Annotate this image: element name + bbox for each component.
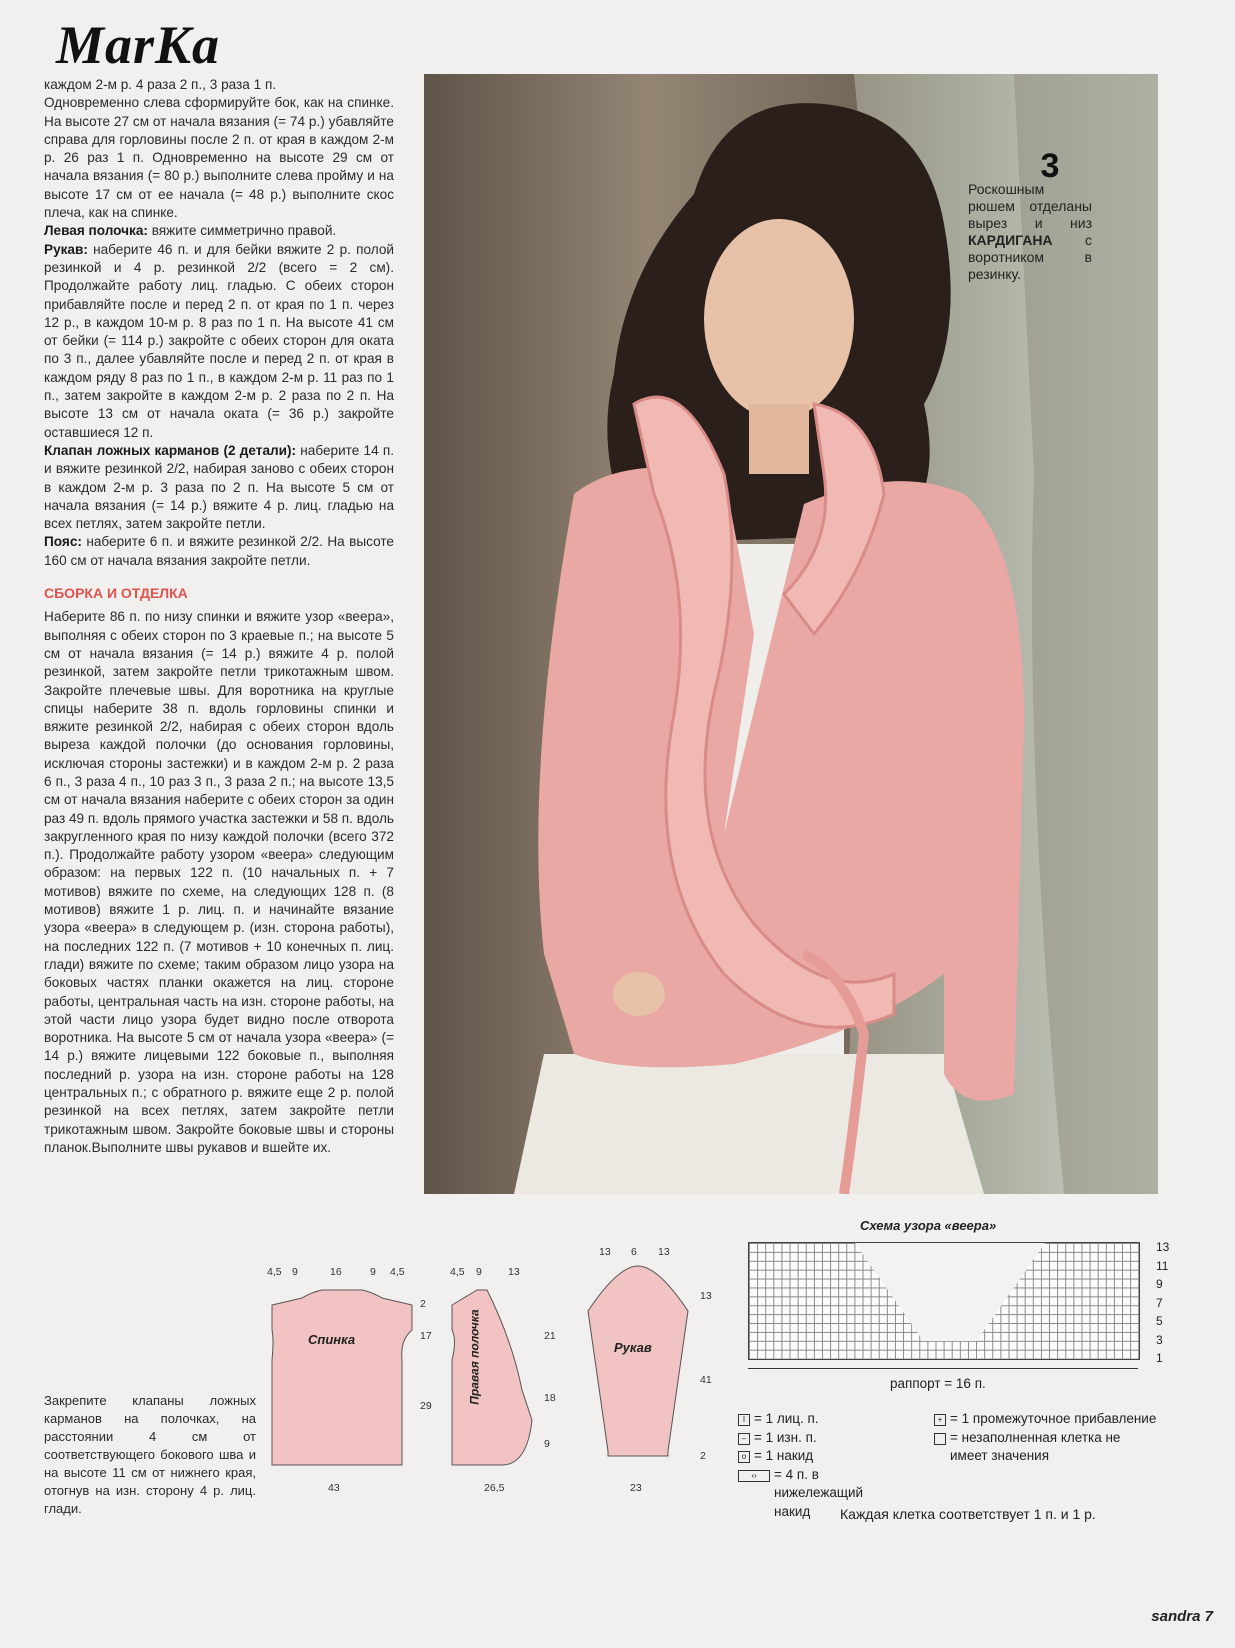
row-number: 5 xyxy=(1156,1314,1163,1328)
four-into-yarn-over-icon: ‹› xyxy=(738,1470,770,1482)
flap-label: Клапан ложных карманов (2 детали): xyxy=(44,442,297,458)
purl-stitch-icon: – xyxy=(738,1433,750,1445)
instructions-line-2: Одновременно слева сформируйте бок, как на спинке. На высоте 27 см от начала вязания (= 74 р.) убавляйте справа для горловины после 2 п. от края в каждом 2-м р. 26 раз 1 п. Одновременно на высоте 29 см от начала вязания (= 80 р.) выполните слева пройму и на высоте 17 см от ее начала (= 48 р.) выполните скос плеча, как на спинке. xyxy=(44,95,394,221)
back-top-dim-4: 9 xyxy=(370,1266,376,1278)
rapport-label: раппорт = 16 п. xyxy=(890,1376,986,1391)
flap-text: наберите 14 п. и вяжите резинкой 2/2, набирая заново с обеих сторон в каждом 2-м р. 3 раза по 2 п. На высоте 5 см от начала вязания (= 14 р.) вяжите 4 р. лиц. гладью на всех петлях, затем закройте петли. xyxy=(44,442,394,532)
schema-title: Схема узора «веера» xyxy=(860,1218,997,1233)
belt-paragraph xyxy=(44,533,394,570)
sleeve-shape xyxy=(588,1266,688,1456)
back-piece xyxy=(262,1280,432,1480)
pattern-pieces xyxy=(262,1246,722,1530)
fan-motif xyxy=(855,1243,1045,1341)
front-shape xyxy=(452,1290,532,1465)
back-top-dim-1: 4,5 xyxy=(267,1266,282,1278)
belt-label: Пояс: xyxy=(44,534,82,550)
row-number: 9 xyxy=(1156,1277,1163,1291)
row-number: 1 xyxy=(1156,1351,1163,1365)
assembly-text: Наберите 86 п. по низу спинки и вяжите узор «веера», выполняя с обеих сторон по 3 краевые п.; на высоте 5 см от начала вязания (= 14 р.) вяжите 4 р. полой резинкой, затем закройте петли трикотажным швом. Закройте плечевые швы. Для воротника на круглые спицы наберите 38 п. вдоль горловины спинки и вяжите резинкой 2/2, набирая с обеих сторон вдоль выреза каждой полочки (до основания горловины, исключая стороны застежки) и в каждом 2-м р. 2 раза 6 п., 3 раза 4 п., 10 раз 3 п., 3 раза 2 п.; на высоте 13,5 см от начала вязания наберите с обеих сторон за один раз 49 п. вдоль прямого участка застежки и 58 п. вдоль закругленного края по низу каждой полочки (всего 372 п.). Продолжайте работу узором «веера» следующим образом: на первых 122 п. (10 начальных п. + 7 мотивов) вяжите по схеме, на следующих 128 п. (8 мотивов) вяжите 1 р. лиц. п. и начинайте вязание узора «веера» в следующем р. (изн. сторона работы), на последних 122 п. (7 мотивов + 10 конечных п. лиц. глади) вяжите по схеме; таким образом лицо узора на боковых частях планки окажется на лиц. стороне работы, центральная часть на изн. стороне работы, на этой части лицо узора будет видно после отворота воротника. На высоте 5 см от начала узора «веера» (= 14 р.) вяжите лицевыми 122 боковые п., выполняя последний р. узора на изн. стороне работы на 128 центральных п.; с обратного р. вяжите еще 2 р. полой резинкой на всех петлях, затем закройте петли трикотажным швом. Закройте боковые швы и стороны планок.Выполните швы рукавов и вшейте их. xyxy=(44,609,394,1155)
instructions-line-1: каждом 2-м р. 4 раза 2 п., 3 раза 1 п. xyxy=(44,77,277,92)
instructions-column-top xyxy=(44,76,394,1157)
model-number: 3 xyxy=(1040,147,1060,185)
hand xyxy=(613,972,665,1016)
front-side-dim-3: 9 xyxy=(544,1438,550,1450)
front-top-dim-3: 13 xyxy=(508,1266,520,1278)
page-footer: sandra 7 xyxy=(1151,1608,1213,1625)
sleeve-side-dim-1: 13 xyxy=(700,1290,712,1302)
sleeve-top-dim-1: 13 xyxy=(599,1246,611,1258)
left-front-label: Левая полочка: xyxy=(44,223,148,239)
caption-text-after: с воротником в резинку. xyxy=(968,232,1092,282)
photo-caption xyxy=(968,147,1092,283)
legend-item xyxy=(934,1410,1158,1429)
back-top-dim-5: 4,5 xyxy=(390,1266,405,1278)
legend-item xyxy=(738,1447,888,1466)
brand-logo: MarKa xyxy=(56,15,221,75)
sleeve-top-dim-3: 13 xyxy=(658,1246,670,1258)
back-side-dim-3: 29 xyxy=(420,1400,432,1412)
skirt xyxy=(514,1054,984,1194)
sleeve-paragraph xyxy=(44,241,394,442)
back-top-dim-2: 9 xyxy=(292,1266,298,1278)
assembly-heading: СБОРКА И ОТДЕЛКА xyxy=(44,585,188,602)
front-piece xyxy=(442,1280,542,1480)
legend-right xyxy=(934,1410,1158,1466)
neck xyxy=(749,404,809,474)
front-side-dim-2: 18 xyxy=(544,1392,556,1404)
front-side-dim-1: 21 xyxy=(544,1330,556,1342)
front-bottom-dim: 26,5 xyxy=(484,1482,505,1494)
row-number: 13 xyxy=(1156,1240,1170,1254)
rapport-line xyxy=(748,1368,1138,1369)
legend-text: = 1 изн. п. xyxy=(754,1429,817,1445)
legend-text: = 1 накид xyxy=(754,1448,814,1463)
empty-cell-icon xyxy=(934,1433,946,1445)
belt-text: наберите 6 п. и вяжите резинкой 2/2. На высоте 160 см от начала вязания закройте петли. xyxy=(44,534,394,568)
knit-stitch-icon: I xyxy=(738,1414,750,1426)
legend-text: = 1 промежуточное прибавление xyxy=(950,1411,1157,1426)
face xyxy=(704,219,854,419)
stitch-grid xyxy=(748,1242,1140,1360)
increase-icon: + xyxy=(934,1414,946,1426)
legend-text: = незаполненная клетка не имеет значения xyxy=(950,1429,1121,1463)
sleeve-label: Рукав xyxy=(614,1340,652,1355)
cell-note: Каждая клетка соответствует 1 п. и 1 р. xyxy=(840,1506,1096,1522)
flap-paragraph xyxy=(44,442,394,533)
legend-text: = 4 п. в нижележащий накид xyxy=(774,1466,864,1519)
front-top-dim-1: 4,5 xyxy=(450,1266,465,1278)
assembly-final-text: Закрепите клапаны ложных карманов на полочках, на расстоянии 4 см от соответствующего бокового шва и на высоте 11 см от нижнего края, отогнув на изн. сторону 4 р. лиц. глади. xyxy=(44,1393,256,1516)
stitch-schema xyxy=(730,1218,1170,1538)
legend-item xyxy=(738,1410,888,1429)
row-number: 11 xyxy=(1156,1258,1169,1273)
yarn-over-icon: o xyxy=(738,1451,750,1463)
assembly-final-column xyxy=(44,1392,256,1518)
sleeve-side-dim-2: 41 xyxy=(700,1374,712,1386)
row-numbers xyxy=(1156,1238,1169,1368)
front-top-dim-2: 9 xyxy=(476,1266,482,1278)
legend-item xyxy=(934,1429,1158,1466)
sleeve-label: Рукав: xyxy=(44,241,88,257)
back-side-dim-2: 17 xyxy=(420,1330,432,1342)
sleeve-bottom-dim: 23 xyxy=(630,1482,642,1494)
back-shape xyxy=(272,1290,412,1465)
back-top-dim-3: 16 xyxy=(330,1266,342,1278)
front-label: Правая полочка xyxy=(467,1309,482,1405)
sleeve-text: наберите 46 п. и для бейки вяжите 2 р. полой резинкой и 4 р. резинкой 2/2 (всего = 2 см). Продолжайте работу лиц. гладью. С обеих сторон прибавляйте после и перед 2 п. от края по 1 п. через 12 р., в каждом 10-м р. 8 раз по 1 п. На высоте 41 см от бейки (= 114 р.) закройте с обеих сторон для оката по 3 п., далее убавляйте после и перед 2 п. от края в каждом ряду 8 раз по 1 п., в каждом 2-м р. 11 раз по 1 п., затем закройте в каждом 2-м р. 2 раза по 2 п. На высоте 13 см от начала оката (= 36 р.) закройте оставшиеся 12 п. xyxy=(44,241,394,440)
caption-text-before: Роскошным рюшем отделаны вырез и низ xyxy=(968,181,1092,231)
left-front-text: вяжите симметрично правой. xyxy=(147,223,337,239)
back-side-dim-1: 2 xyxy=(420,1298,426,1310)
legend-left xyxy=(738,1410,888,1521)
left-front-paragraph xyxy=(44,222,394,240)
row-number: 3 xyxy=(1156,1332,1163,1347)
sleeve-piece xyxy=(578,1256,698,1486)
legend-text: = 1 лиц. п. xyxy=(754,1411,819,1426)
caption-strong: КАРДИГАНА xyxy=(968,232,1053,248)
legend-item xyxy=(738,1429,888,1448)
sleeve-top-dim-2: 6 xyxy=(631,1246,637,1258)
back-label: Спинка xyxy=(308,1332,356,1347)
row-number: 7 xyxy=(1156,1295,1163,1310)
back-bottom-dim: 43 xyxy=(328,1482,340,1494)
sleeve-side-dim-3: 2 xyxy=(700,1450,706,1462)
